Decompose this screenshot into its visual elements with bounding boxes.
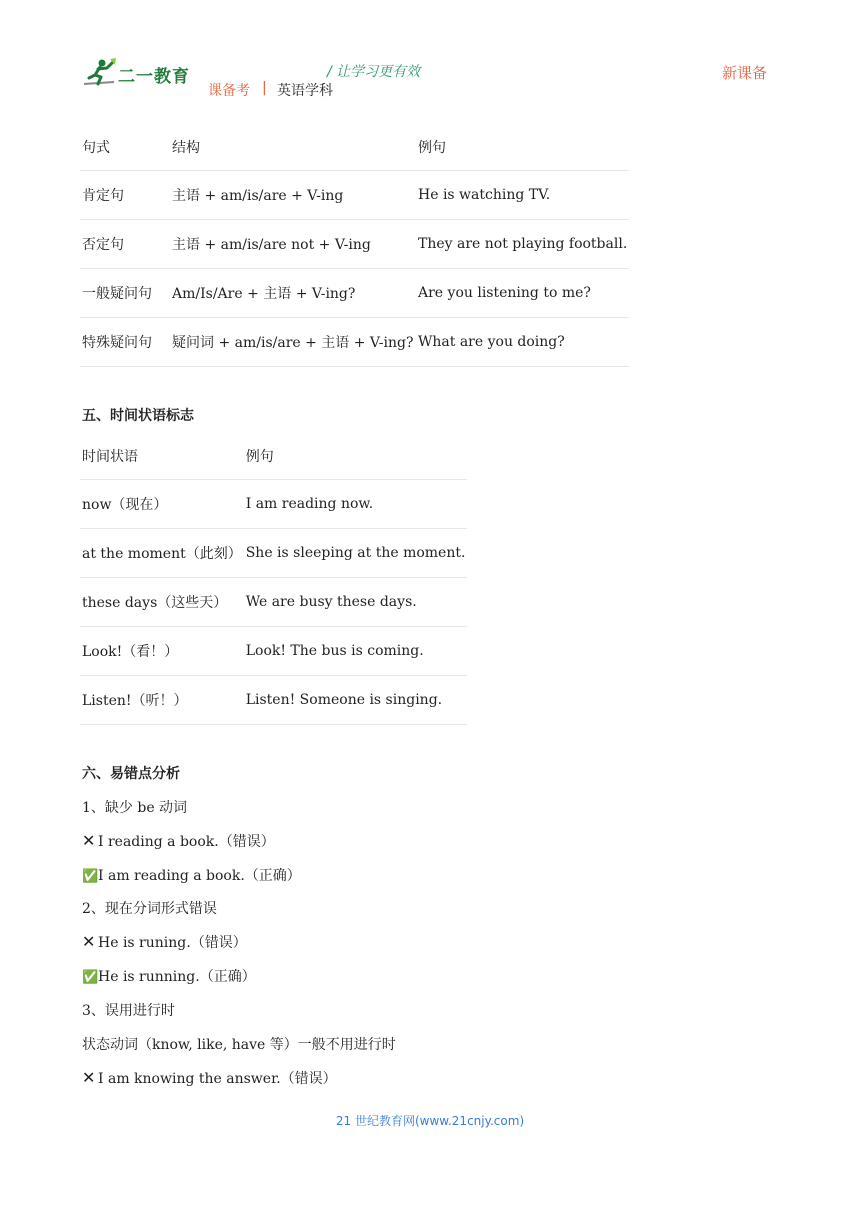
time-adverbial-table — [80, 432, 467, 725]
header-cell: 时间状语 — [80, 432, 244, 480]
check-icon: ✅ — [82, 970, 99, 985]
line-text: I reading a book.（错误） — [98, 834, 275, 850]
table-row — [80, 676, 467, 725]
table-row — [80, 578, 467, 627]
error-category — [82, 797, 187, 817]
error-category — [82, 1000, 175, 1020]
subject-separator: | — [262, 80, 267, 96]
table-row — [80, 220, 629, 269]
table-cell: 疑问词 + am/is/are + 主语 + V-ing? — [170, 318, 416, 367]
wrong-example — [82, 831, 275, 851]
subject-name: 英语学科 — [277, 83, 333, 99]
line-text: 3、误用进行时 — [82, 1003, 175, 1019]
table-cell: 特殊疑问句 — [80, 318, 170, 367]
logo-text: 二一教育 — [118, 67, 190, 87]
wrong-example — [82, 932, 247, 952]
cross-icon: ✕ — [82, 831, 96, 850]
correct-example — [82, 966, 256, 986]
table-cell: They are not playing football. — [416, 220, 629, 269]
section-6-title: 六、易错点分析 — [82, 766, 180, 782]
correct-example — [82, 865, 301, 885]
subject-tag: 课备考 — [208, 83, 250, 99]
header-cell: 例句 — [244, 432, 468, 480]
table-row — [80, 269, 629, 318]
footer-link[interactable]: 21 世纪教育网(www.21cnjy.com) — [335, 1114, 525, 1128]
table-cell: I am reading now. — [244, 480, 468, 529]
line-text: He is running.（正确） — [98, 969, 256, 985]
table-cell: Listen! Someone is singing. — [244, 676, 468, 725]
header-cell: 结构 — [170, 123, 416, 171]
section-5-title: 五、时间状语标志 — [82, 408, 194, 424]
table-row — [80, 627, 467, 676]
table-cell: these days（这些天） — [80, 578, 244, 627]
explanation-text — [82, 1034, 396, 1054]
table-cell: Am/Is/Are + 主语 + V-ing? — [170, 269, 416, 318]
logo — [80, 56, 190, 90]
line-text: He is runing.（错误） — [98, 935, 247, 951]
table-cell: 主语 + am/is/are + V-ing — [170, 171, 416, 220]
table-cell: Look!（看！） — [80, 627, 244, 676]
table-row — [80, 480, 467, 529]
line-text: 2、现在分词形式错误 — [82, 901, 217, 917]
header-cell: 例句 — [416, 123, 629, 171]
table-row — [80, 171, 629, 220]
line-text: 状态动词（know, like, have 等）一般不用进行时 — [82, 1037, 396, 1053]
runner-logo-icon — [80, 56, 118, 90]
table-cell: 主语 + am/is/are not + V-ing — [170, 220, 416, 269]
table-cell: He is watching TV. — [416, 171, 629, 220]
cross-icon: ✕ — [82, 1068, 96, 1087]
line-text: 1、缺少 be 动词 — [82, 800, 188, 816]
header-cell: 句式 — [80, 123, 170, 171]
table-header-row — [80, 123, 629, 171]
table-header-row — [80, 432, 467, 480]
table-cell: What are you doing? — [416, 318, 629, 367]
table-cell: She is sleeping at the moment. — [244, 529, 468, 578]
table-cell: Look! The bus is coming. — [244, 627, 468, 676]
table-cell: at the moment（此刻） — [80, 529, 244, 578]
new-course-tag: 新课备 — [722, 64, 768, 82]
wrong-example — [82, 1068, 337, 1088]
table-cell: now（现在） — [80, 480, 244, 529]
table-cell: We are busy these days. — [244, 578, 468, 627]
cross-icon: ✕ — [82, 932, 96, 951]
table-cell: 否定句 — [80, 220, 170, 269]
line-text: I am knowing the answer.（错误） — [98, 1071, 337, 1087]
line-text: I am reading a book.（正确） — [98, 868, 301, 884]
table-row — [80, 529, 467, 578]
structure-table — [80, 123, 629, 367]
error-category — [82, 898, 217, 918]
table-cell: Are you listening to me? — [416, 269, 629, 318]
table-cell: Listen!（听！） — [80, 676, 244, 725]
table-cell: 一般疑问句 — [80, 269, 170, 318]
slogan: / 让学习更有效 — [327, 64, 421, 80]
table-row — [80, 318, 629, 367]
check-icon: ✅ — [82, 869, 99, 884]
table-cell: 肯定句 — [80, 171, 170, 220]
